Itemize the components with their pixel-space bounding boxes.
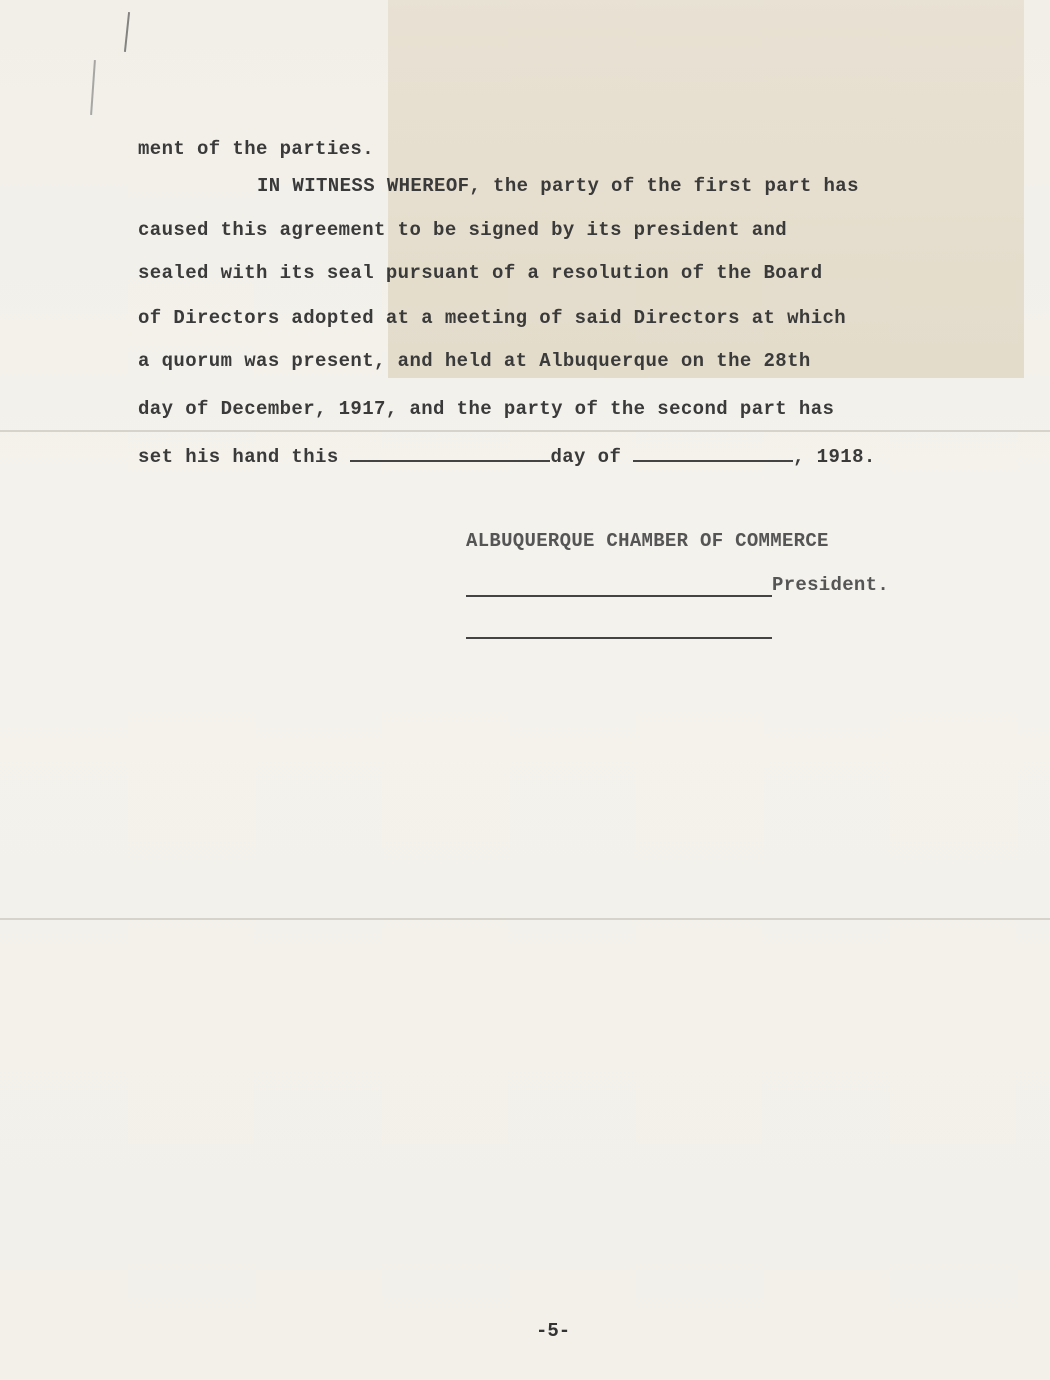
text-line: IN WITNESS WHEREOF, the party of the first part has — [257, 175, 859, 197]
text-line: caused this agreement to be signed by its president and — [138, 219, 788, 241]
text-line: day of December, 1917, and the party of the second part has — [138, 398, 835, 420]
text-segment: set his hand this — [138, 446, 351, 468]
month-blank-field — [633, 444, 793, 462]
president-signature-line — [466, 595, 772, 597]
fold-crease — [0, 430, 1050, 432]
fold-crease — [0, 918, 1050, 920]
text-line: sealed with its seal pursuant of a resolution of the Board — [138, 262, 823, 284]
text-segment: , 1918. — [793, 446, 876, 468]
secretary-signature-line — [466, 637, 772, 639]
text-line: a quorum was present, and held at Albuquerque on the 28th — [138, 350, 811, 372]
text-line: of Directors adopted at a meeting of said Directors at which — [138, 307, 847, 329]
page-number: -5- — [536, 1320, 571, 1342]
president-label: President. — [772, 574, 890, 596]
text-line: ment of the parties. — [138, 138, 375, 160]
signing-date-line — [138, 444, 876, 468]
text-segment: day of — [550, 446, 634, 468]
edge-mark — [124, 12, 130, 52]
edge-mark — [90, 60, 96, 115]
organization-name: ALBUQUERQUE CHAMBER OF COMMERCE — [466, 530, 829, 552]
day-blank-field — [350, 444, 550, 462]
